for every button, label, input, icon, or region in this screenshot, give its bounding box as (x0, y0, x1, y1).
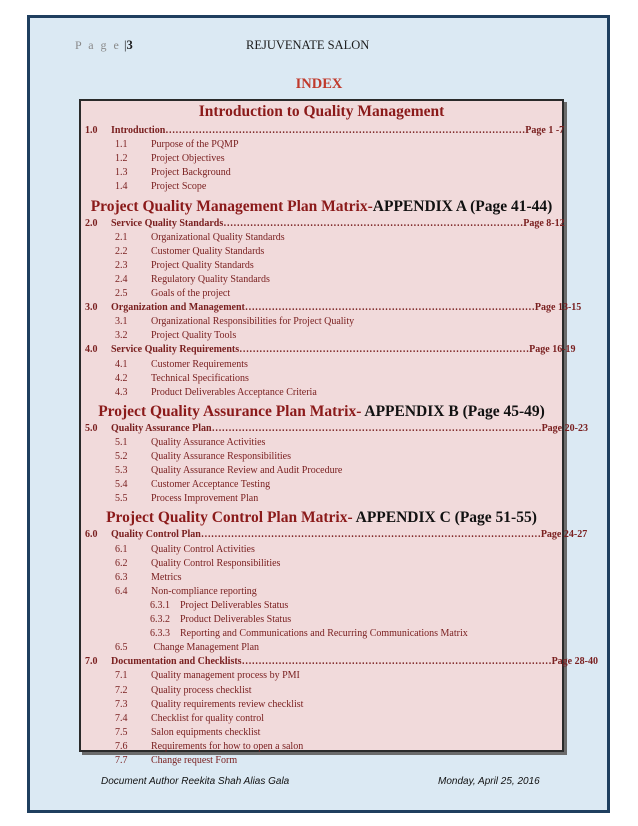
toc-subsection-entry (115, 437, 265, 448)
toc-entry-number: 6.3.1 (150, 599, 170, 611)
toc-entry-title: Project Deliverables Status (180, 599, 289, 611)
toc-entry-number: 4.2 (115, 372, 128, 384)
toc-entry-number: 5.4 (115, 479, 128, 491)
toc-subsection-entry (115, 316, 354, 327)
toc-entry-title: Project Objectives (151, 153, 225, 165)
toc-entry-number: 7.4 (115, 712, 128, 724)
toc-subsection-entry (115, 387, 317, 398)
toc-page-ref: Page 1 -7 (525, 125, 565, 136)
toc-subsection-entry (115, 755, 237, 766)
toc-entry-title: Quality Assurance Activities (151, 436, 266, 448)
toc-entry-number: 3.2 (115, 330, 128, 342)
toc-page-ref: Page 13-15 (534, 302, 582, 314)
toc-subsection-entry (115, 139, 239, 150)
toc-entry-number: 6.1 (115, 543, 128, 555)
toc-subsection-entry (115, 181, 206, 192)
toc-entry-title: Metrics (151, 571, 182, 583)
toc-entry-title: Quality Control Activities (151, 543, 255, 555)
toc-entry-title: Project Quality Tools (151, 330, 237, 342)
toc-entry-title: Introduction (111, 125, 166, 136)
page-number: 3 (126, 38, 133, 52)
toc-entry-title: Checklist for quality control (151, 712, 265, 724)
toc-entry-title: Project Background (151, 167, 231, 179)
toc-entry-title: Service Quality Requirements (111, 344, 240, 356)
toc-entry-title: Organization and Management (111, 302, 245, 314)
footer-date: Monday, April 25, 2016 (438, 776, 540, 787)
toc-page-ref: Page 20-23 (541, 422, 588, 434)
appendix-heading-label: Project Quality Control Plan Matrix- (106, 509, 353, 527)
toc-entry-title: Non-compliance reporting (151, 585, 257, 597)
toc-leader-dots: ……………………………………………………………………………………… (211, 422, 542, 434)
footer-author: Document Author Reekita Shah Alias Gala (101, 776, 290, 787)
toc-entry-title: Reporting and Communications and Recurring Communications Matrix (180, 628, 468, 640)
toc-entry-number: 7.6 (115, 740, 128, 752)
toc-entry-title: Quality Control Plan (111, 529, 201, 541)
toc-subsection-entry (115, 153, 225, 164)
toc-section-entry (85, 218, 565, 229)
toc-entry-number: 6.3.2 (150, 614, 170, 625)
toc-subsection-entry (115, 465, 342, 476)
toc-subsection-entry (115, 642, 259, 653)
toc-subsection-entry (115, 727, 260, 738)
toc-entry-number: 3.0 (85, 302, 98, 314)
toc-entry-title: Customer Requirements (151, 358, 248, 370)
toc-entry-number: 6.0 (85, 529, 98, 541)
toc-entry-number: 2.1 (115, 231, 128, 243)
toc-entry-title: Organizational Responsibilities for Project Quality (151, 316, 355, 328)
toc-entry-number: 2.4 (115, 273, 128, 285)
toc-leader-dots: ………………………………………………………………………………………… (200, 529, 541, 541)
toc-subsection-entry (115, 572, 182, 583)
appendix-heading-label: Project Quality Assurance Plan Matrix- (98, 402, 362, 420)
toc-entry-number: 5.0 (85, 422, 98, 434)
toc-entry-title: Quality process checklist (151, 684, 252, 696)
toc-entry-title: Product Deliverables Acceptance Criteria (151, 386, 317, 398)
toc-section-entry (85, 344, 576, 355)
toc-entry-title: Quality requirements review checklist (151, 698, 304, 710)
toc-subsection-entry (115, 359, 248, 370)
toc-entry-title: Product Deliverables Status (180, 614, 292, 625)
toc-subsection-entry (115, 373, 249, 384)
toc-subsection-entry (115, 451, 291, 462)
appendix-heading-ref: APPENDIX C (Page 51-55) (352, 509, 537, 527)
toc-entry-number: 3.1 (115, 316, 128, 328)
index-heading: INDEX (295, 76, 343, 92)
toc-entry-number: 1.4 (115, 181, 128, 193)
toc-page-ref: Page 16-19 (529, 344, 576, 356)
toc-entry-title: Regulatory Quality Standards (151, 273, 270, 285)
toc-entry-number: 5.3 (115, 465, 128, 477)
toc-entry-number: 6.3.3 (150, 628, 170, 640)
toc-entry-title: Quality Assurance Plan (111, 422, 212, 434)
toc-entry-number: 5.1 (115, 436, 128, 448)
toc-entry-title: Organizational Quality Standards (151, 231, 285, 243)
toc-entry-title: Goals of the project (151, 288, 231, 299)
toc-leader-dots: …………………………………………………………………………… (239, 344, 530, 356)
toc-entry-number: 7.0 (85, 656, 98, 668)
toc-entry-number: 5.5 (115, 493, 128, 505)
toc-entry-title: Requirements for how to open a salon (151, 740, 304, 752)
toc-subsection-entry (115, 670, 300, 681)
toc-entry-title: Purpose of the PQMP (151, 139, 239, 151)
toc-entry-title: Quality management process by PMI (151, 670, 300, 682)
toc-entry-number: 5.2 (115, 451, 128, 462)
toc-page-ref: Page 28-40 (551, 656, 598, 668)
appendix-heading (79, 403, 564, 421)
toc-subsection-entry (115, 699, 303, 710)
toc-entry-title: Change request Form (151, 755, 238, 766)
toc-entry-number: 7.5 (115, 726, 128, 738)
toc-entry-title: Change Management Plan (151, 642, 260, 654)
toc-entry-title: Quality Assurance Responsibilities (151, 451, 291, 462)
toc-subsection-entry (115, 260, 254, 271)
toc-entry-title: Service Quality Standards (111, 217, 224, 229)
toc-entry-number: 4.1 (115, 358, 128, 370)
toc-subsection-entry (115, 246, 264, 257)
toc-subsection-entry (115, 274, 270, 285)
toc-entry-number: 6.5 (115, 642, 128, 654)
toc-subsection-entry (115, 479, 270, 490)
toc-entry-number: 4.3 (115, 386, 128, 398)
toc-subsection-entry (115, 685, 252, 696)
toc-entry-number: 6.2 (115, 557, 128, 569)
appendix-heading-ref: APPENDIX A (Page 41-44) (372, 197, 553, 215)
toc-entry-title: Customer Acceptance Testing (151, 479, 271, 491)
toc-entry-title: Quality Control Responsibilities (151, 557, 281, 569)
page-separator: | (124, 38, 127, 52)
toc-subsection-entry (115, 167, 231, 178)
appendix-heading (79, 509, 564, 527)
toc-entry-title: Customer Quality Standards (151, 245, 265, 257)
toc-entry-title: Documentation and Checklists (111, 656, 242, 668)
toc-subsection-entry (150, 628, 468, 639)
toc-entry-title: Salon equipments checklist (151, 726, 261, 738)
toc-leader-dots: ……………………………………………………………………………… (223, 217, 524, 229)
toc-entry-number: 2.0 (85, 217, 98, 229)
appendix-heading (79, 198, 564, 216)
toc-entry-number: 7.3 (115, 698, 128, 710)
toc-entry-number: 1.0 (85, 125, 98, 136)
toc-subsection-entry (115, 232, 285, 243)
toc-leader-dots: ………………………………………………………………………………… (241, 656, 552, 668)
toc-entry-number: 4.0 (85, 344, 98, 356)
toc-entry-number: 7.7 (115, 755, 128, 766)
box-title: Introduction to Quality Management (198, 103, 445, 120)
toc-entry-number: 6.3 (115, 571, 128, 583)
toc-subsection-entry (150, 600, 288, 611)
toc-entry-number: 6.4 (115, 585, 128, 597)
toc-section-entry (85, 302, 581, 313)
toc-leader-dots: …………………………………………………………………………… (244, 302, 535, 314)
document-title: REJUVENATE SALON (246, 38, 370, 52)
toc-subsection-entry (115, 713, 264, 724)
toc-entry-number: 1.1 (115, 139, 128, 151)
toc-page-ref: Page 8-12 (523, 217, 565, 229)
page-number-header (75, 38, 133, 53)
toc-entry-number: 1.3 (115, 167, 128, 179)
toc-entry-number: 7.1 (115, 670, 128, 682)
toc-entry-number: 2.3 (115, 259, 128, 271)
toc-subsection-entry (115, 741, 303, 752)
toc-entry-title: Quality Assurance Review and Audit Procedure (151, 465, 343, 477)
toc-entry-title: Process Improvement Plan (151, 493, 259, 505)
appendix-heading-label: Project Quality Management Plan Matrix- (90, 197, 373, 215)
page-label: P a g e (75, 38, 121, 52)
toc-entry-number: 1.2 (115, 153, 128, 165)
toc-section-entry (85, 125, 564, 136)
toc-leader-dots: ……………………………………………………………………………………………… (165, 125, 526, 136)
toc-subsection-entry (115, 288, 230, 299)
toc-entry-number: 7.2 (115, 684, 128, 696)
toc-entry-title: Project Scope (151, 181, 207, 193)
toc-subsection-entry (115, 544, 255, 555)
toc-subsection-entry (150, 614, 291, 625)
toc-entry-title: Project Quality Standards (151, 259, 254, 271)
toc-subsection-entry (115, 330, 236, 341)
toc-subsection-entry (115, 558, 280, 569)
toc-entry-number: 2.5 (115, 288, 128, 299)
toc-entry-title: Technical Specifications (151, 372, 249, 384)
toc-entry-number: 2.2 (115, 245, 128, 257)
toc-subsection-entry (115, 586, 257, 597)
toc-subsection-entry (115, 493, 258, 504)
toc-section-entry (85, 529, 587, 540)
toc-section-entry (85, 656, 598, 667)
appendix-heading-ref: APPENDIX B (Page 45-49) (361, 402, 545, 420)
toc-page-ref: Page 24-27 (540, 529, 588, 541)
toc-section-entry (85, 423, 588, 434)
